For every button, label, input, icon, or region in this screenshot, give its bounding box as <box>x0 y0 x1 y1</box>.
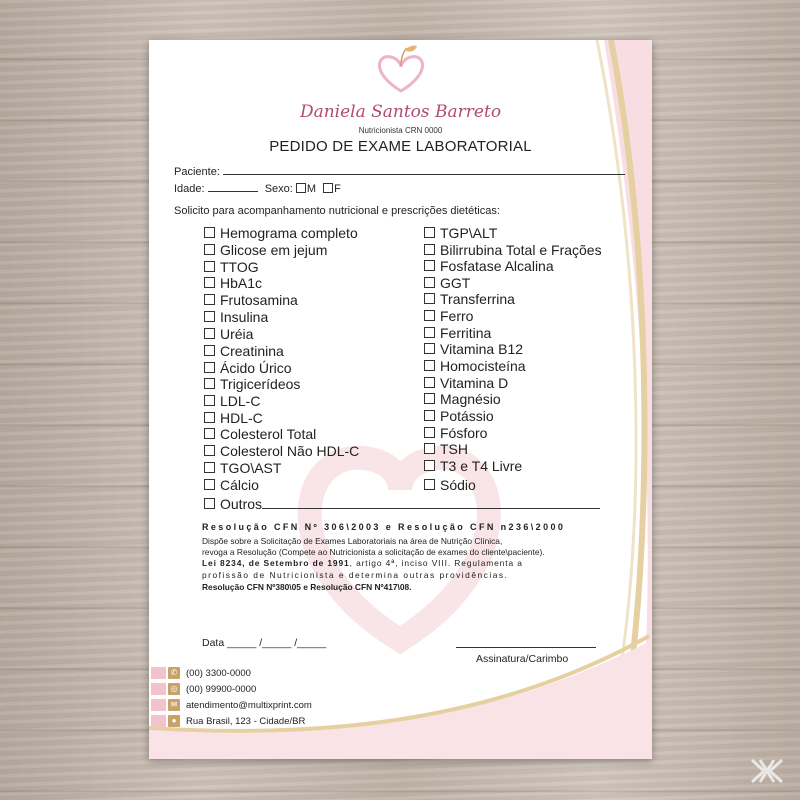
patient-input-line[interactable] <box>223 165 625 175</box>
exam-label: Bilirrubina Total e Frações <box>440 242 602 258</box>
exam-label: Vitamina D <box>440 375 509 391</box>
signature-label: Assinatura/Carimbo <box>476 653 569 665</box>
exam-checkbox[interactable] <box>204 277 215 288</box>
resolution-line-5: Resolução CFN Nº380\05 e Resolução CFN Nº417\08. <box>202 582 412 592</box>
exam-label: Fósforo <box>440 425 488 441</box>
exam-item <box>424 477 476 493</box>
exam-label: Ferro <box>440 308 474 324</box>
exam-label: Frutosamina <box>220 292 298 308</box>
exam-checkbox[interactable] <box>204 378 215 389</box>
exam-item <box>424 225 497 241</box>
watermark-logo-icon <box>750 758 784 784</box>
date-field[interactable]: Data _____ /_____ /_____ <box>202 637 327 649</box>
exam-checkbox[interactable] <box>204 227 215 238</box>
exam-item <box>204 426 316 442</box>
exam-label: Trigicerídeos <box>220 376 301 392</box>
exam-item <box>424 425 487 441</box>
request-text: Solicito para acompanhamento nutricional e prescrições dietéticas: <box>174 205 500 217</box>
patient-label: Paciente: <box>174 166 220 178</box>
exam-checkbox[interactable] <box>424 410 435 421</box>
heart-logo-icon <box>379 46 422 91</box>
exam-item <box>204 225 358 241</box>
contact-marker <box>151 715 166 727</box>
exam-checkbox[interactable] <box>204 428 215 439</box>
exam-checkbox[interactable] <box>424 277 435 288</box>
exam-label: Vitamina B12 <box>440 341 524 357</box>
exam-label: TGP\ALT <box>440 225 498 241</box>
exam-request-sheet <box>149 40 652 759</box>
contact-marker <box>151 699 166 711</box>
exam-item <box>204 477 259 493</box>
exam-label: Transferrina <box>440 291 515 307</box>
exam-checkbox[interactable] <box>204 328 215 339</box>
exam-checkbox[interactable] <box>424 343 435 354</box>
exam-label: Homocisteína <box>440 358 526 374</box>
exam-label: Ferritina <box>440 325 492 341</box>
resolution-line-1: Dispõe sobre a Solicitação de Exames Laboratoriais na área de Nutrição Clínica, <box>202 536 503 546</box>
exam-item <box>424 291 515 307</box>
exam-checkbox[interactable] <box>204 412 215 423</box>
exam-label: Ácido Úrico <box>220 360 292 376</box>
exam-item <box>424 441 468 457</box>
exam-label: Magnésio <box>440 391 501 407</box>
exam-checkbox[interactable] <box>424 260 435 271</box>
contact-text: (00) 3300-0000 <box>186 668 251 679</box>
sex-m-checkbox[interactable] <box>296 183 306 193</box>
exam-item <box>204 309 268 325</box>
exam-item <box>424 458 522 474</box>
exam-checkbox[interactable] <box>204 244 215 255</box>
law-reference: Lei 8234, de Setembro de 1991 <box>202 558 350 568</box>
signature-line[interactable] <box>456 647 596 648</box>
contact-text: Rua Brasil, 123 - Cidade/BR <box>186 716 306 727</box>
sex-label: Sexo: <box>264 183 293 195</box>
patient-field <box>174 165 625 178</box>
exam-checkbox[interactable] <box>424 327 435 338</box>
contact-text: atendimento@multixprint.com <box>186 700 312 711</box>
exam-checkbox[interactable] <box>204 462 215 473</box>
exam-label: HDL-C <box>220 410 263 426</box>
exam-checkbox[interactable] <box>424 227 435 238</box>
exam-item <box>204 360 292 376</box>
exam-item <box>204 393 260 409</box>
exam-item <box>424 375 508 391</box>
exam-label: GGT <box>440 275 471 291</box>
exam-checkbox[interactable] <box>424 310 435 321</box>
exam-checkbox[interactable] <box>424 460 435 471</box>
exam-checkbox[interactable] <box>204 261 215 272</box>
exam-label: Uréia <box>220 326 254 342</box>
contact-marker <box>151 683 166 695</box>
location-icon: ● <box>168 715 180 727</box>
exam-label: Outros <box>220 496 263 512</box>
exam-item <box>204 410 263 426</box>
exam-label: Insulina <box>220 309 269 325</box>
exam-item <box>204 496 600 512</box>
age-label: Idade: <box>174 183 205 195</box>
exam-item <box>424 308 473 324</box>
contact-text: (00) 99900-0000 <box>186 684 257 695</box>
exam-label: Hemograma completo <box>220 225 358 241</box>
exam-item <box>424 242 602 258</box>
exam-label: LDL-C <box>220 393 261 409</box>
exam-item <box>204 443 359 459</box>
resolution-title: Resolução CFN Nº 306\2003 e Resolução CFN n236\2000 <box>202 522 566 532</box>
exam-checkbox[interactable] <box>204 479 215 490</box>
exam-item <box>204 326 253 342</box>
email-icon: ✉ <box>168 699 180 711</box>
age-sex-field <box>174 182 341 195</box>
exam-label: TGO\AST <box>220 460 282 476</box>
exam-item <box>424 341 523 357</box>
exam-label: Cálcio <box>220 477 259 493</box>
exam-label: Potássio <box>440 408 494 424</box>
exam-item <box>204 242 327 258</box>
exam-item <box>424 325 491 341</box>
whatsapp-icon: ◎ <box>168 683 180 695</box>
exam-checkbox[interactable] <box>204 311 215 322</box>
exam-item <box>424 391 501 407</box>
sex-f-label: F <box>334 183 341 195</box>
exam-checkbox[interactable] <box>424 360 435 371</box>
exam-label: T3 e T4 Livre <box>440 458 523 474</box>
exam-label: Fosfatase Alcalina <box>440 258 554 274</box>
page-title: PEDIDO DE EXAME LABORATORIAL <box>269 138 532 155</box>
exam-item <box>204 460 281 476</box>
age-input-line[interactable] <box>208 182 258 192</box>
exam-label: Sódio <box>440 477 476 493</box>
exam-item <box>204 343 284 359</box>
exam-checkbox[interactable] <box>204 498 215 509</box>
exam-item <box>204 275 262 291</box>
exam-checkbox[interactable] <box>204 395 215 406</box>
resolution-line-4: profissão de Nutricionista e determina outras providências. <box>202 570 509 580</box>
exam-item <box>424 408 494 424</box>
exam-label: TTOG <box>220 259 259 275</box>
phone-icon: ✆ <box>168 667 180 679</box>
exam-label: Glicose em jejum <box>220 242 328 258</box>
exam-checkbox[interactable] <box>424 443 435 454</box>
other-exams-input-line[interactable] <box>262 499 600 509</box>
resolution-line-3: Lei 8234, de Setembro de 1991, artigo 4ª, inciso VIII. Regulamenta a <box>202 558 523 568</box>
exam-item <box>424 358 526 374</box>
exam-checkbox[interactable] <box>424 427 435 438</box>
exam-checkbox[interactable] <box>424 479 435 490</box>
professional-name: Daniela Santos Barreto <box>299 102 502 122</box>
exam-checkbox[interactable] <box>424 393 435 404</box>
resolution-line-2: revoga a Resolução (Compete ao Nutricionista a solicitação de exames do cliente\paciente). <box>202 547 545 557</box>
exam-item <box>424 275 470 291</box>
exam-checkbox[interactable] <box>204 445 215 456</box>
exam-label: TSH <box>440 441 468 457</box>
exam-checkbox[interactable] <box>204 362 215 373</box>
exam-checkbox[interactable] <box>204 345 215 356</box>
exam-item <box>424 258 554 274</box>
exam-label: HbA1c <box>220 275 263 291</box>
exam-label: Creatinina <box>220 343 284 359</box>
sex-f-checkbox[interactable] <box>323 183 333 193</box>
sex-m-label: M <box>306 183 317 195</box>
exam-item <box>204 292 298 308</box>
contact-marker <box>151 667 166 679</box>
exam-checkbox[interactable] <box>424 244 435 255</box>
exam-checkbox[interactable] <box>204 294 215 305</box>
exam-item <box>204 259 259 275</box>
professional-crn: Nutricionista CRN 0000 <box>358 126 443 135</box>
exam-checkbox[interactable] <box>424 377 435 388</box>
exam-checkbox[interactable] <box>424 293 435 304</box>
exam-label: Colesterol Total <box>220 426 317 442</box>
exam-item <box>204 376 300 392</box>
exam-label: Colesterol Não HDL-C <box>220 443 360 459</box>
